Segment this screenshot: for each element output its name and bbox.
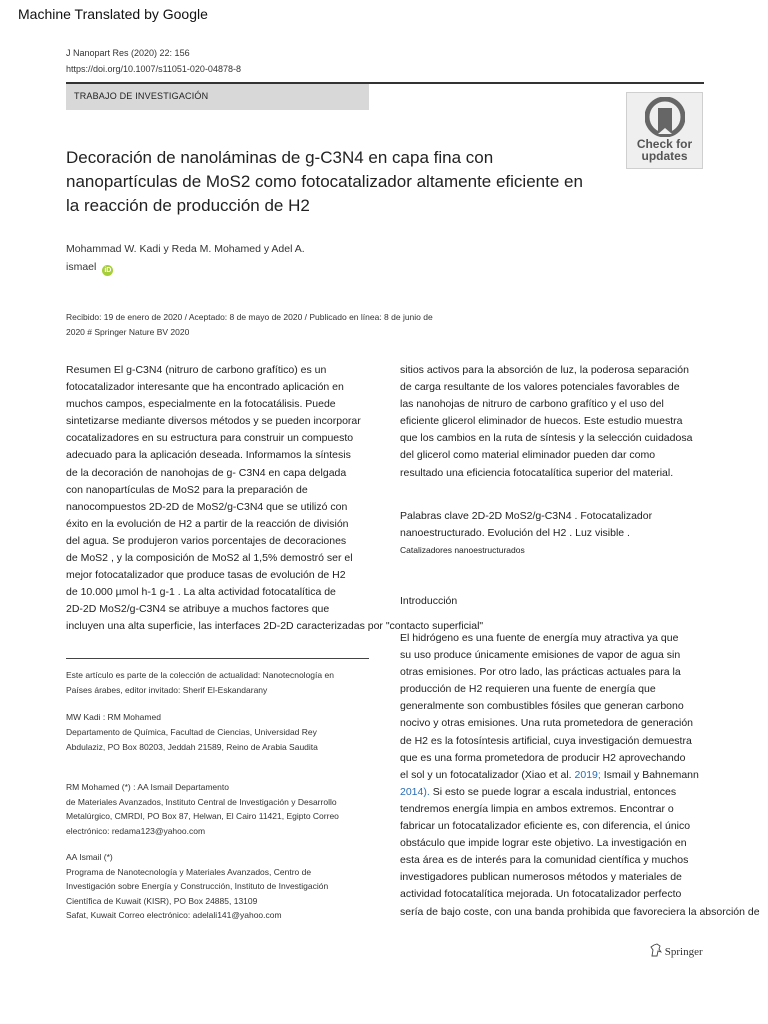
article-type-bar: [66, 84, 369, 110]
footnote-rule: [66, 658, 369, 659]
affiliation-kisr: AA Ismail (*) Programa de Nanotecnología y Materiales Avanzados, Centro de Investigación sobre Energía y Construcción, Instituto de Investigación Científica de Kuwait (KISR), PO Box 24885, 13109 Safat, Kuwait Correo electrónico: adelali141@yahoo.com: [66, 852, 329, 920]
check-for-updates-badge[interactable]: [626, 92, 703, 169]
publisher-logo: Springer: [650, 943, 703, 958]
abstract-left: Resumen El g-C3N4 (nitruro de carbono grafítico) es un fotocatalizador interesante que ha encontrado aplicación en muchos campos, especialmente en la fotocatálisis. Puede sintetizarse mediante diversos métodos y se pueden incorporar cocatalizadores en su estructura para construir un compuesto adecuado para la aplicación deseada. Informamos la síntesis de la decoración de nanohojas de g- C3N4 en capa delgada con nanopartículas de MoS2 para la preparación de nanocompuestos 2D-2D de MoS2/g-C3N4 que se utilizó con éxito en la evolución de H2 a partir de la reacción de división del agua. Se produjeron varios porcentajes de decoraciones de MoS2 , y la composición de MoS2 al 1,5% demostró ser el mejor fotocatalizador que produce tasas de evolución de H2 de 10.000 µmol h-1 g-1 . La alta actividad fotocatalítica de 2D-2D MoS2/g-C3N4 se atribuye a muchos factores que incluyen una alta superficie, las interfaces 2D-2D caracterizadas por "contacto superficial": [66, 364, 484, 633]
keywords: Palabras clave 2D-2D MoS2/g-C3N4 . Fotocatalizador nanoestructurado. Evolución del H2 . Luz visible . Catalizadores nanoestructurados: [400, 510, 653, 555]
publication-dates: Recibido: 19 de enero de 2020 / Aceptado: 8 de mayo de 2020 / Publicado en línea: 8 de junio de 2020 # Springer Nature BV 2020: [66, 312, 433, 337]
intro-citation-line-2: 2014). Si esto se puede lograr a escala industrial, entonces: [400, 785, 677, 798]
article-title: Decoración de nanoláminas de g-C3N4 en capa fina con nanopartículas de MoS2 como fotocatalizador altamente eficiente en la reacción de producción de H2: [66, 148, 583, 215]
abstract-right: sitios activos para la absorción de luz, la poderosa separación de carga resultante de los valores potenciales favorables de las nanohojas de nitruro de carbono grafítico y el uso del eficiente glicerol eliminador de huecos. Este estudio muestra que los cambios en la ruta de síntesis y la selección cuidadosa del glicerol como material eliminador pueden dar como resultado una eficiencia fotocatalítica superior del material.: [400, 364, 693, 479]
author-list: Mohammad W. Kadi y Reda M. Mohamed y Adel A. ismael iD: [66, 243, 305, 274]
affiliation-kau: Departamento de Química, Facultad de Ciencias, Universidad Rey Abdulaziz, PO Box 80203, Jeddah 21589, Reino de Arabia Saudita: [66, 727, 318, 752]
intro-text: El hidrógeno es una fuente de energía muy atractiva ya que su uso produce únicamente emisiones de vapor de agua sin otras emisiones. Por otro lado, las prácticas actuales para la producción de H2 requieren una fuente de energía que generalmente son combustibles fósiles que generan carbono nocivo y otras emisiones. Una ruta prometedora de generación de H2 es la fotosíntesis artificial, cuya investigación demuestra que es una forma prometedora de producir H2 aprovechando el sol y un fotocatalizador (Xiao et al. 2019; Ismail y Bahnemann 2014). Si esto se puede lograr a escala industrial, entonces tendremos energía limpia en ambos extremos. Encontrar o fabricar un fotocatalizador eficiente es, con diferencia, el único obstáculo que impide lograr este objetivo. La investigación en esta área es de interés para la comunidad científica y muchos investigadores publican numerosos métodos y materiales de actividad fotocatalítica mejorada. Un fotocatalizador perfecto sería de bajo coste, con una banda prohibida que favoreciera la absorción de: [400, 632, 760, 918]
journal-info: [66, 45, 241, 77]
intro-heading: Introducción: [400, 595, 458, 607]
springer-horse-icon: [650, 943, 662, 957]
affiliation-authors: MW Kadi : RM Mohamed: [66, 712, 161, 722]
article-type: TRABAJO DE INVESTIGACIÓN: [74, 91, 209, 101]
citation-link[interactable]: 2014).: [400, 785, 430, 798]
badge-text: Check for updates: [636, 137, 693, 163]
orcid-icon[interactable]: iD: [104, 267, 112, 274]
collection-note: Este artículo es parte de la colección de actualidad: Nanotecnología en Países árabes, editor invitado: Sherif El-Eskandarany: [66, 670, 334, 695]
journal-citation: J Nanopart Res (2020) 22: 156: [66, 48, 190, 58]
journal-doi[interactable]: https://doi.org/10.1007/s11051-020-04878-8: [66, 64, 241, 74]
machine-translation-label: Machine Translated by Google: [18, 6, 208, 22]
affiliation-cmrdi: RM Mohamed (*) : AA Ismail Departamento de Materiales Avanzados, Instituto Central de Investigación y Desarrollo Metalúrgico, CMRDI, PO Box 87, Helwan, El Cairo 11421, Egipto Correo electrónico: redama123@yahoo.com: [66, 782, 339, 836]
intro-citation-line: el sol y un fotocatalizador (Xiao et al. 2019; Ismail y Bahnemann: [400, 768, 699, 781]
citation-link[interactable]: 2019;: [574, 768, 601, 781]
bookmark-icon: [645, 97, 685, 137]
